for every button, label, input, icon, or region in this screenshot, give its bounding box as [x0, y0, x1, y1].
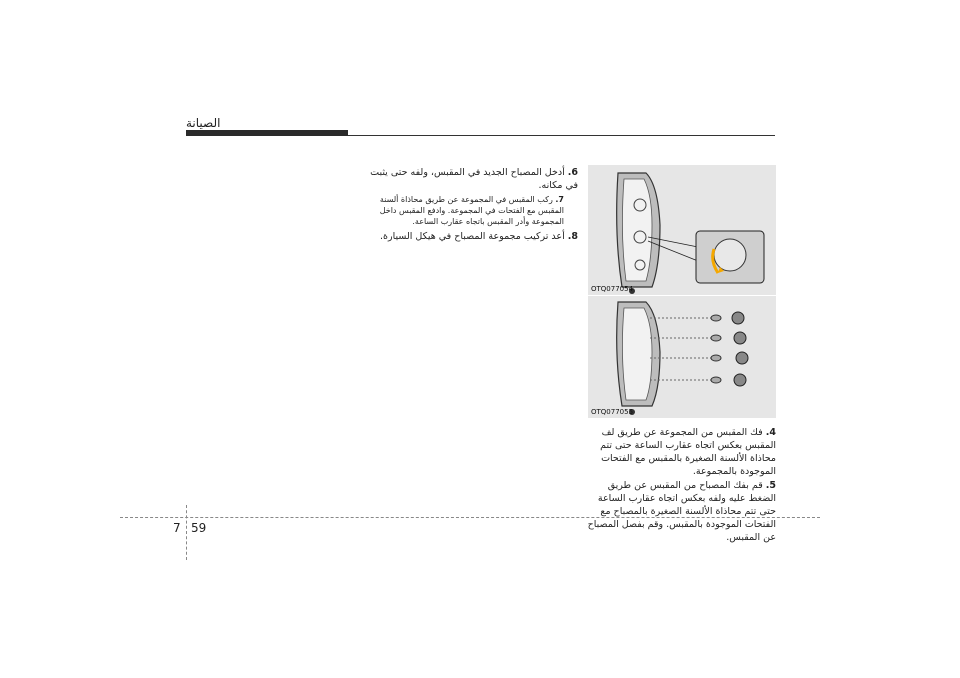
step-text: ركب المقبس في المجموعة عن طريق محاذاة ألسنة المقبس مع الفتحات في المجموعة. وادفع المقبس داخل المجموعة وأدر المقبس باتجاه عقارب الساعة.: [379, 195, 564, 226]
step-text: فك المقبس من المجموعة عن طريق لف المقبس بعكس اتجاه عقارب الساعة حتى تتم محاذاة الألسنة الصغيرة بالمقبس مع الفتحات الموجودة بالمجموعة.: [600, 427, 776, 477]
step-number: 4.: [765, 427, 776, 438]
lamp-bulbs-illustration: [588, 296, 776, 418]
header-title: الصيانة: [186, 116, 221, 130]
steps-column-right: [370, 166, 578, 244]
step-4: [586, 426, 776, 478]
figure-lamp-socket: [588, 165, 776, 295]
steps-column-left: [586, 426, 776, 545]
chapter-number: 7: [173, 521, 181, 535]
step-number: 6.: [567, 167, 578, 178]
footer-rule: [120, 517, 820, 518]
figure-code-bottom: OTQ077055: [591, 408, 634, 416]
step-8: [370, 230, 578, 243]
step-6: [370, 166, 578, 192]
header-bar: [186, 130, 348, 136]
figure-lamp-bulbs: [588, 296, 776, 418]
step-text: أدخل المصباح الجديد في المقبس، ولفه حتى يثبت في مكانه.: [370, 167, 578, 191]
lamp-socket-illustration: [588, 165, 776, 295]
step-number: 5.: [765, 480, 776, 491]
step-number: 7.: [555, 195, 564, 204]
page-number: 59: [191, 521, 207, 535]
footer-divider: [186, 505, 187, 560]
header-rule: [348, 135, 775, 136]
figure-code-top: OTQ077054: [591, 285, 634, 293]
step-text: أعد تركيب مجموعة المصباح في هيكل السيارة.: [380, 231, 565, 242]
step-number: 8.: [567, 231, 578, 242]
step-text: قم بفك المصباح من المقبس عن طريق الضغط عليه ولفه بعكس اتجاه عقارب الساعة حتى تتم محاذاة الألسنة الصغيرة بالمصباح مع الفتحات الموجودة بالمقبس. وقم بفصل المصباح عن المقبس.: [587, 480, 776, 543]
step-7: [370, 194, 564, 227]
step-5: [586, 479, 776, 544]
